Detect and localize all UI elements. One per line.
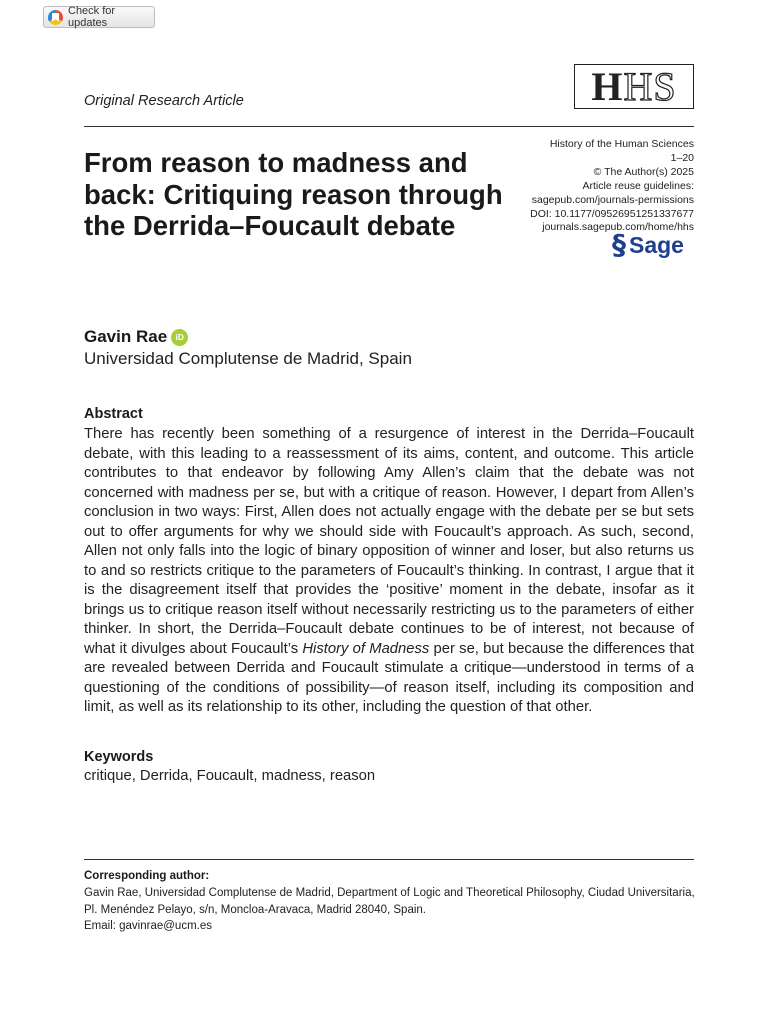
abstract-text-part2: per se, but because the differences that are revealed between Derrida and Foucault stimulate a critique—understood in terms of a questioning of the conditions of possibility—of reason itself, including its composition and limit, as well as its relationship to its other, including the question of that other. bbox=[84, 640, 695, 715]
page-range: 1–20 bbox=[670, 151, 694, 164]
article-type: Original Research Article bbox=[84, 93, 244, 109]
corresponding-email[interactable]: Email: gavinrae@ucm.es bbox=[84, 920, 212, 932]
abstract-heading: Abstract bbox=[84, 406, 143, 422]
copyright: © The Author(s) 2025 bbox=[593, 165, 694, 178]
corresponding-author-heading: Corresponding author: bbox=[84, 870, 210, 882]
journal-logo-outline: HS bbox=[623, 64, 677, 109]
footer-divider bbox=[84, 859, 694, 860]
journal-logo bbox=[574, 64, 694, 109]
abstract-text bbox=[84, 425, 694, 718]
author bbox=[84, 327, 188, 347]
check-for-updates-label: Check for updates bbox=[68, 5, 116, 29]
corresponding-author-details bbox=[84, 885, 696, 935]
sage-s-icon: § bbox=[612, 228, 626, 261]
publisher-name: Sage bbox=[629, 231, 684, 258]
journal-metadata bbox=[474, 138, 694, 235]
crossmark-icon bbox=[48, 10, 63, 25]
abstract-italic-title: History of Madness bbox=[302, 640, 430, 657]
keywords-heading: Keywords bbox=[84, 749, 154, 765]
journal-logo-bold: H bbox=[591, 64, 624, 109]
header-divider bbox=[84, 126, 694, 127]
abstract-text-part1: There has recently been something of a resurgence of interest in the Derrida–Foucault debate, with this leading to a reassessment of its aims, content, and outcome. This article contributes to that endeavor by following Amy Allen’s claim that the debate was not concerned with madness per se, but with a critique of reason. However, I depart from Allen’s conclusion in two ways: First, Allen does not actually engage with the debate per se but sets out to offer arguments for why we should side with Foucault’s approach. As such, second, Allen not only falls into the logic of binary opposition of winner and loser, but also returns us to and so restricts critique to the parameters of Foucault’s thinking. In contrast, I argue that it is the disagreement itself that provides the ‘positive’ moment in the debate, insofar as it brings us to critique reason itself without necessarily restricting us to the parameters of either thinker. In short, the Derrida–Foucault debate continues to be of interest, not because of what it divulges about Foucault’s bbox=[84, 426, 694, 657]
reuse-label: Article reuse guidelines: bbox=[582, 179, 694, 192]
keywords-list: critique, Derrida, Foucault, madness, reason bbox=[84, 768, 376, 784]
sage-logo bbox=[612, 228, 684, 261]
journal-name: History of the Human Sciences bbox=[549, 138, 694, 150]
journal-link[interactable]: journals.sagepub.com/home/hhs bbox=[542, 221, 694, 234]
reuse-link[interactable]: sagepub.com/journals-permissions bbox=[531, 193, 694, 206]
corresponding-address: Gavin Rae, Universidad Complutense de Madrid, Department of Logic and Theoretical Philosophy, Ciudad Universitaria, Pl. Menéndez Pelayo, s/n, Moncloa-Aravaca, Madrid 28040, Spain. bbox=[84, 887, 695, 916]
article-title: From reason to madness and back: Critiquing reason through the Derrida–Foucault debate bbox=[84, 147, 503, 241]
check-for-updates-button[interactable] bbox=[43, 6, 155, 28]
author-name: Gavin Rae bbox=[84, 327, 168, 346]
doi[interactable]: DOI: 10.1177/09526951251337677 bbox=[530, 207, 694, 220]
orcid-icon[interactable]: iD bbox=[171, 329, 188, 346]
author-affiliation: Universidad Complutense de Madrid, Spain bbox=[84, 349, 412, 368]
